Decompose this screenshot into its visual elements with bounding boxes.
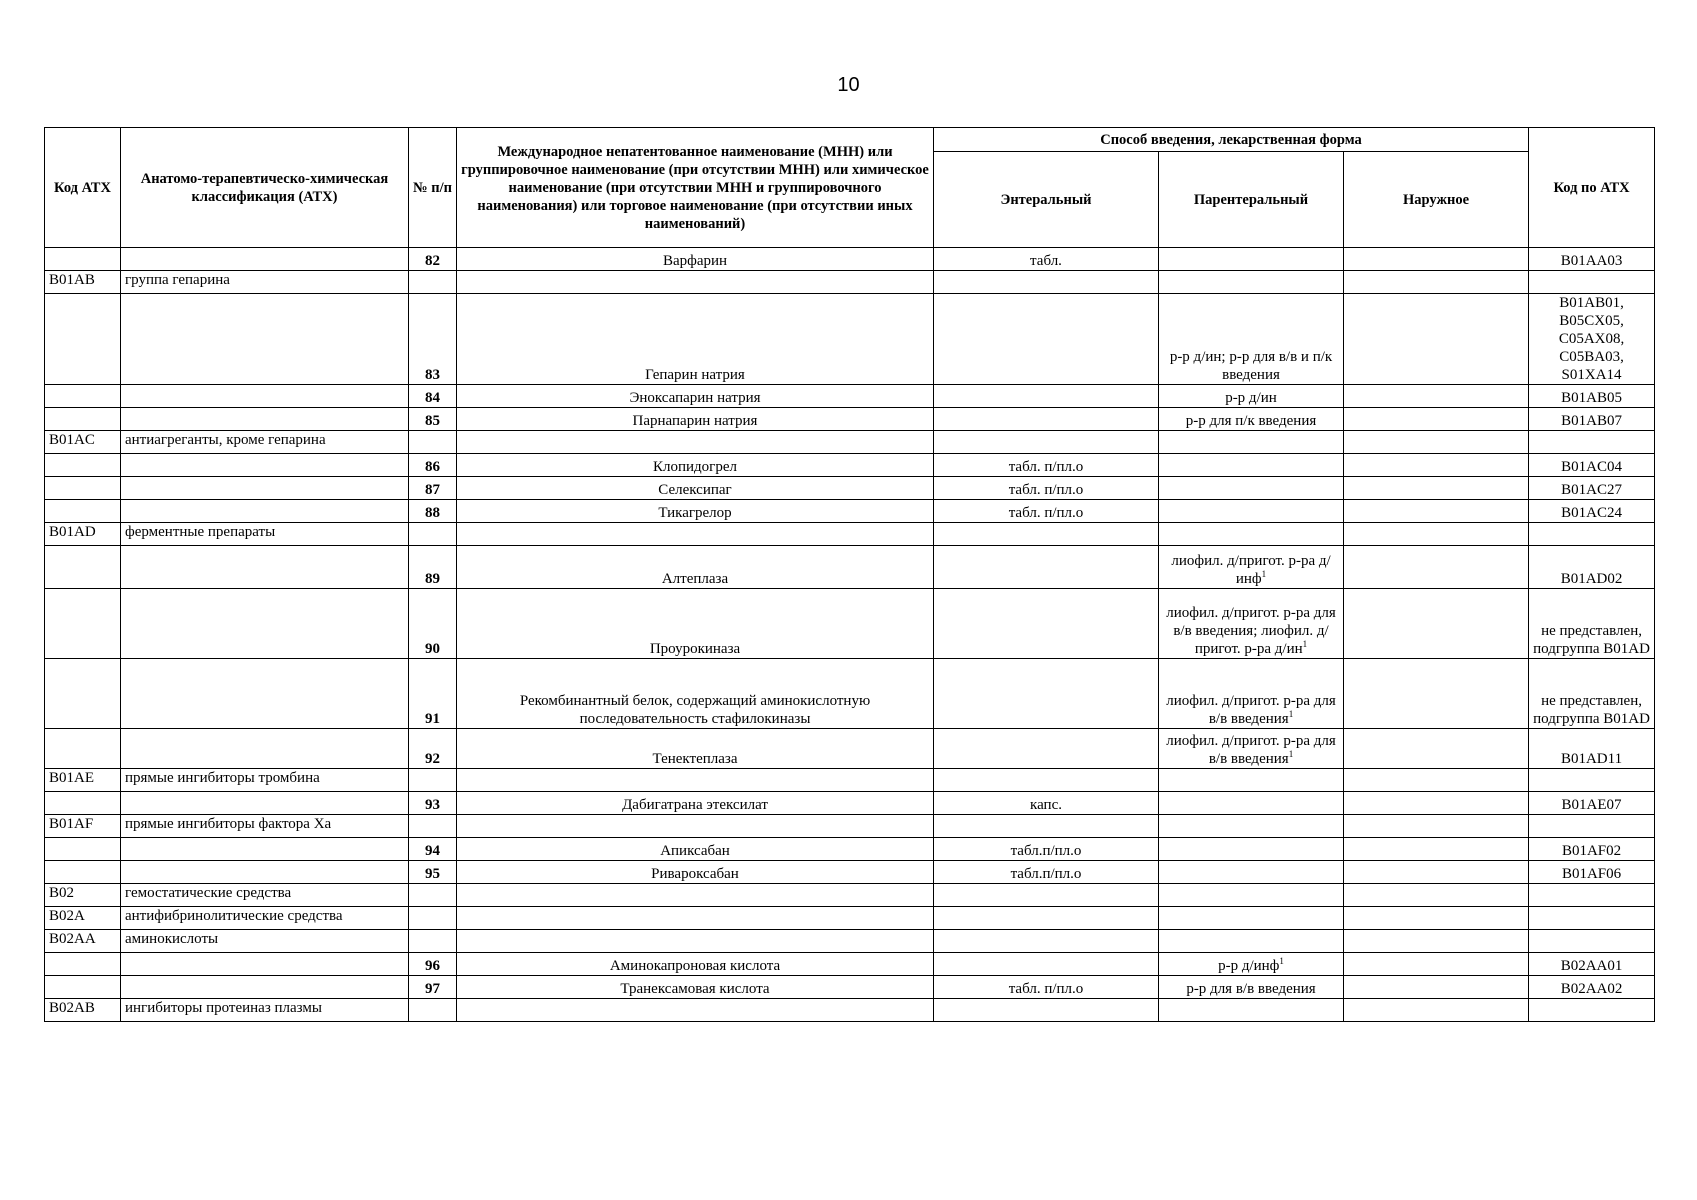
cell-inn: Гепарин натрия: [457, 294, 934, 385]
cell-classification: [121, 294, 409, 385]
cell-number: [409, 523, 457, 546]
header-number: № п/п: [409, 128, 457, 248]
cell-atc-code: не представлен, подгруппа B01AD: [1529, 589, 1655, 659]
cell-classification: [121, 408, 409, 431]
cell-parenteral: [1159, 546, 1344, 589]
cell-classification: [121, 477, 409, 500]
table-row: [45, 477, 1655, 500]
cell-atc-group-code: [45, 861, 121, 884]
cell-enteral: табл.п/пл.о: [934, 861, 1159, 884]
cell-inn: Тенектеплаза: [457, 729, 934, 769]
cell-atc-code: B01AD02: [1529, 546, 1655, 589]
header-parenteral: Парентеральный: [1159, 152, 1344, 248]
cell-number: 94: [409, 838, 457, 861]
table-row: [45, 248, 1655, 271]
cell-classification: аминокислоты: [121, 930, 409, 953]
cell-parenteral: [1159, 999, 1344, 1022]
cell-classification: [121, 589, 409, 659]
cell-atc-code: [1529, 999, 1655, 1022]
cell-external: [1344, 769, 1529, 792]
cell-atc-group-code: B01AF: [45, 815, 121, 838]
cell-atc-code: [1529, 930, 1655, 953]
cell-atc-group-code: [45, 729, 121, 769]
table-row: [45, 294, 1655, 385]
cell-classification: [121, 659, 409, 729]
cell-enteral: [934, 294, 1159, 385]
header-external: Наружное: [1344, 152, 1529, 248]
cell-external: [1344, 294, 1529, 385]
parenteral-text: лиофил. д/пригот. р-ра для в/в введения: [1166, 733, 1336, 767]
cell-atc-group-code: B01AD: [45, 523, 121, 546]
cell-parenteral: [1159, 815, 1344, 838]
cell-classification: [121, 838, 409, 861]
cell-enteral: табл.: [934, 248, 1159, 271]
cell-classification: [121, 248, 409, 271]
cell-enteral: [934, 769, 1159, 792]
header-code: Код АТХ: [45, 128, 121, 248]
drug-table: [44, 127, 1655, 1022]
cell-atc-code: не представлен, подгруппа B01AD: [1529, 659, 1655, 729]
cell-inn: Тикагрелор: [457, 500, 934, 523]
cell-enteral: табл. п/пл.о: [934, 477, 1159, 500]
cell-atc-group-code: B02: [45, 884, 121, 907]
cell-inn: Апиксабан: [457, 838, 934, 861]
cell-number: [409, 907, 457, 930]
parenteral-text: лиофил. д/пригот. р-ра для в/в введения: [1166, 693, 1336, 727]
cell-atc-code: B01AC04: [1529, 454, 1655, 477]
cell-atc-code: [1529, 884, 1655, 907]
cell-parenteral: [1159, 385, 1344, 408]
cell-inn: Парнапарин натрия: [457, 408, 934, 431]
cell-number: 88: [409, 500, 457, 523]
cell-external: [1344, 477, 1529, 500]
cell-inn: Варфарин: [457, 248, 934, 271]
parenteral-text: р-р д/инф: [1218, 958, 1280, 974]
cell-classification: ферментные препараты: [121, 523, 409, 546]
table-row: [45, 930, 1655, 953]
cell-atc-group-code: [45, 248, 121, 271]
footnote-marker: 1: [1288, 709, 1294, 719]
cell-parenteral: [1159, 729, 1344, 769]
table-row: [45, 523, 1655, 546]
cell-external: [1344, 999, 1529, 1022]
cell-atc-group-code: [45, 500, 121, 523]
cell-atc-group-code: [45, 589, 121, 659]
header-enteral: Энтеральный: [934, 152, 1159, 248]
cell-atc-group-code: [45, 953, 121, 976]
table-row: [45, 976, 1655, 999]
cell-external: [1344, 861, 1529, 884]
cell-number: 95: [409, 861, 457, 884]
cell-atc-group-code: B02AB: [45, 999, 121, 1022]
cell-parenteral: [1159, 408, 1344, 431]
cell-enteral: [934, 546, 1159, 589]
header-classification: Анатомо-терапевтическо-химическая классификация (АТХ): [121, 128, 409, 248]
table-row: [45, 271, 1655, 294]
cell-number: 96: [409, 953, 457, 976]
cell-parenteral: [1159, 659, 1344, 729]
table-row: [45, 546, 1655, 589]
cell-enteral: [934, 729, 1159, 769]
cell-inn: Транексамовая кислота: [457, 976, 934, 999]
cell-atc-group-code: [45, 454, 121, 477]
cell-classification: [121, 976, 409, 999]
cell-atc-code: [1529, 431, 1655, 454]
cell-classification: [121, 454, 409, 477]
cell-enteral: табл. п/пл.о: [934, 500, 1159, 523]
cell-atc-group-code: [45, 976, 121, 999]
cell-atc-code: [1529, 271, 1655, 294]
cell-inn: Дабигатрана этексилат: [457, 792, 934, 815]
cell-parenteral: [1159, 953, 1344, 976]
cell-atc-code: [1529, 523, 1655, 546]
cell-classification: [121, 729, 409, 769]
cell-parenteral: [1159, 589, 1344, 659]
cell-classification: [121, 546, 409, 589]
cell-parenteral: [1159, 271, 1344, 294]
cell-external: [1344, 729, 1529, 769]
cell-external: [1344, 500, 1529, 523]
table-row: [45, 589, 1655, 659]
table-row: [45, 838, 1655, 861]
cell-inn: Проурокиназа: [457, 589, 934, 659]
cell-atc-code: B01AB07: [1529, 408, 1655, 431]
cell-parenteral: [1159, 248, 1344, 271]
cell-external: [1344, 523, 1529, 546]
cell-number: [409, 769, 457, 792]
cell-classification: прямые ингибиторы фактора Ха: [121, 815, 409, 838]
cell-enteral: [934, 999, 1159, 1022]
cell-atc-group-code: [45, 792, 121, 815]
cell-parenteral: [1159, 976, 1344, 999]
cell-classification: антифибринолитические средства: [121, 907, 409, 930]
cell-atc-code: B01AA03: [1529, 248, 1655, 271]
cell-external: [1344, 385, 1529, 408]
cell-number: [409, 431, 457, 454]
cell-inn: Селексипаг: [457, 477, 934, 500]
cell-enteral: [934, 659, 1159, 729]
cell-enteral: [934, 408, 1159, 431]
table-header: [45, 128, 1655, 248]
cell-parenteral: [1159, 769, 1344, 792]
cell-classification: гемостатические средства: [121, 884, 409, 907]
cell-atc-code: B02AA02: [1529, 976, 1655, 999]
cell-inn: [457, 907, 934, 930]
cell-enteral: [934, 385, 1159, 408]
cell-atc-code: B01AB05: [1529, 385, 1655, 408]
footnote-marker: 1: [1279, 956, 1284, 966]
cell-number: 91: [409, 659, 457, 729]
table-row: [45, 454, 1655, 477]
cell-inn: [457, 815, 934, 838]
table-row: [45, 792, 1655, 815]
cell-inn: Клопидогрел: [457, 454, 934, 477]
cell-atc-group-code: B01AB: [45, 271, 121, 294]
cell-atc-group-code: [45, 659, 121, 729]
cell-atc-group-code: B02A: [45, 907, 121, 930]
cell-external: [1344, 953, 1529, 976]
cell-atc-group-code: B01AE: [45, 769, 121, 792]
cell-parenteral: [1159, 454, 1344, 477]
cell-atc-code: B01AE07: [1529, 792, 1655, 815]
footnote-marker: 1: [1302, 639, 1308, 649]
cell-parenteral: [1159, 884, 1344, 907]
cell-number: 84: [409, 385, 457, 408]
cell-external: [1344, 454, 1529, 477]
cell-inn: [457, 271, 934, 294]
table-row: [45, 431, 1655, 454]
table-row: [45, 729, 1655, 769]
cell-atc-group-code: [45, 477, 121, 500]
parenteral-text: р-р для в/в введения: [1186, 981, 1316, 997]
cell-number: [409, 999, 457, 1022]
cell-classification: [121, 500, 409, 523]
parenteral-text: р-р д/ин: [1225, 390, 1277, 406]
cell-external: [1344, 248, 1529, 271]
cell-atc-group-code: [45, 546, 121, 589]
cell-enteral: [934, 953, 1159, 976]
cell-number: 89: [409, 546, 457, 589]
cell-classification: [121, 861, 409, 884]
cell-atc-group-code: [45, 838, 121, 861]
cell-enteral: [934, 907, 1159, 930]
cell-external: [1344, 659, 1529, 729]
cell-external: [1344, 907, 1529, 930]
cell-inn: [457, 431, 934, 454]
cell-enteral: табл.п/пл.о: [934, 838, 1159, 861]
cell-number: [409, 271, 457, 294]
cell-classification: антиагреганты, кроме гепарина: [121, 431, 409, 454]
cell-parenteral: [1159, 523, 1344, 546]
cell-classification: [121, 792, 409, 815]
cell-external: [1344, 792, 1529, 815]
cell-external: [1344, 838, 1529, 861]
cell-enteral: [934, 884, 1159, 907]
parenteral-text: р-р для п/к введения: [1185, 413, 1317, 429]
cell-classification: прямые ингибиторы тромбина: [121, 769, 409, 792]
cell-number: 90: [409, 589, 457, 659]
cell-classification: [121, 953, 409, 976]
cell-atc-code: [1529, 769, 1655, 792]
cell-parenteral: [1159, 907, 1344, 930]
cell-atc-group-code: [45, 294, 121, 385]
cell-number: 87: [409, 477, 457, 500]
cell-enteral: табл. п/пл.о: [934, 976, 1159, 999]
cell-enteral: капс.: [934, 792, 1159, 815]
cell-number: 83: [409, 294, 457, 385]
cell-number: 97: [409, 976, 457, 999]
cell-parenteral: [1159, 431, 1344, 454]
header-atc-code: Код по АТХ: [1529, 128, 1655, 248]
cell-enteral: [934, 523, 1159, 546]
cell-atc-code: B01AF02: [1529, 838, 1655, 861]
cell-number: 85: [409, 408, 457, 431]
cell-external: [1344, 815, 1529, 838]
cell-external: [1344, 271, 1529, 294]
cell-parenteral: [1159, 838, 1344, 861]
header-route-group: Способ введения, лекарственная форма: [934, 128, 1529, 152]
cell-number: [409, 815, 457, 838]
cell-atc-code: B01AD11: [1529, 729, 1655, 769]
table-row: [45, 769, 1655, 792]
table-row: [45, 861, 1655, 884]
cell-external: [1344, 408, 1529, 431]
cell-atc-group-code: B01AC: [45, 431, 121, 454]
cell-external: [1344, 589, 1529, 659]
page-number: 10: [837, 74, 860, 96]
cell-atc-code: B02AA01: [1529, 953, 1655, 976]
table-row: [45, 815, 1655, 838]
cell-atc-group-code: [45, 408, 121, 431]
cell-number: [409, 930, 457, 953]
cell-parenteral: [1159, 861, 1344, 884]
cell-parenteral: [1159, 477, 1344, 500]
cell-classification: [121, 385, 409, 408]
cell-enteral: [934, 930, 1159, 953]
cell-inn: Рекомбинантный белок, содержащий аминокислотную последовательность стафилокиназы: [457, 659, 934, 729]
table-row: [45, 659, 1655, 729]
cell-atc-code: [1529, 907, 1655, 930]
cell-inn: Аминокапроновая кислота: [457, 953, 934, 976]
header-inn: Международное непатентованное наименование (МНН) или группировочное наименование (при отсутствии МНН) или химическое наименование (при отсутствии МНН и группировочного наименования) или торговое наименование (при отсутствии иных наименований): [457, 128, 934, 248]
cell-atc-group-code: B02AA: [45, 930, 121, 953]
cell-number: 86: [409, 454, 457, 477]
table-row: [45, 953, 1655, 976]
cell-atc-code: B01AF06: [1529, 861, 1655, 884]
table-row: [45, 408, 1655, 431]
cell-classification: группа гепарина: [121, 271, 409, 294]
cell-external: [1344, 884, 1529, 907]
cell-inn: [457, 999, 934, 1022]
cell-inn: [457, 769, 934, 792]
footnote-marker: 1: [1261, 569, 1267, 579]
cell-parenteral: [1159, 792, 1344, 815]
table-row: [45, 385, 1655, 408]
cell-atc-group-code: [45, 385, 121, 408]
table-row: [45, 500, 1655, 523]
parenteral-text: р-р д/ин; р-р для в/в и п/к введения: [1169, 349, 1333, 383]
cell-inn: Алтеплаза: [457, 546, 934, 589]
cell-enteral: [934, 431, 1159, 454]
cell-number: 93: [409, 792, 457, 815]
cell-inn: [457, 884, 934, 907]
cell-atc-code: [1529, 815, 1655, 838]
table-body: [45, 248, 1655, 1022]
cell-number: 82: [409, 248, 457, 271]
cell-inn: Ривароксабан: [457, 861, 934, 884]
cell-inn: [457, 523, 934, 546]
parenteral-text: лиофил. д/пригот. р-ра д/инф: [1171, 553, 1331, 587]
cell-enteral: [934, 271, 1159, 294]
cell-atc-code: B01AB01, B05CX05, C05AX08, C05BA03, S01XA14: [1529, 294, 1655, 385]
cell-enteral: [934, 589, 1159, 659]
table-row: [45, 999, 1655, 1022]
cell-atc-code: B01AC27: [1529, 477, 1655, 500]
cell-parenteral: [1159, 500, 1344, 523]
cell-inn: [457, 930, 934, 953]
footnote-marker: 1: [1288, 749, 1294, 759]
cell-inn: Эноксапарин натрия: [457, 385, 934, 408]
cell-number: 92: [409, 729, 457, 769]
cell-external: [1344, 431, 1529, 454]
cell-parenteral: [1159, 294, 1344, 385]
cell-enteral: [934, 815, 1159, 838]
parenteral-text: лиофил. д/пригот. р-ра для в/в введения; лиофил. д/пригот. р-ра д/ин: [1166, 605, 1336, 657]
cell-external: [1344, 930, 1529, 953]
table-row: [45, 884, 1655, 907]
cell-parenteral: [1159, 930, 1344, 953]
cell-enteral: табл. п/пл.о: [934, 454, 1159, 477]
cell-external: [1344, 976, 1529, 999]
table-row: [45, 907, 1655, 930]
cell-number: [409, 884, 457, 907]
cell-atc-code: B01AC24: [1529, 500, 1655, 523]
cell-external: [1344, 546, 1529, 589]
cell-classification: ингибиторы протеиназ плазмы: [121, 999, 409, 1022]
